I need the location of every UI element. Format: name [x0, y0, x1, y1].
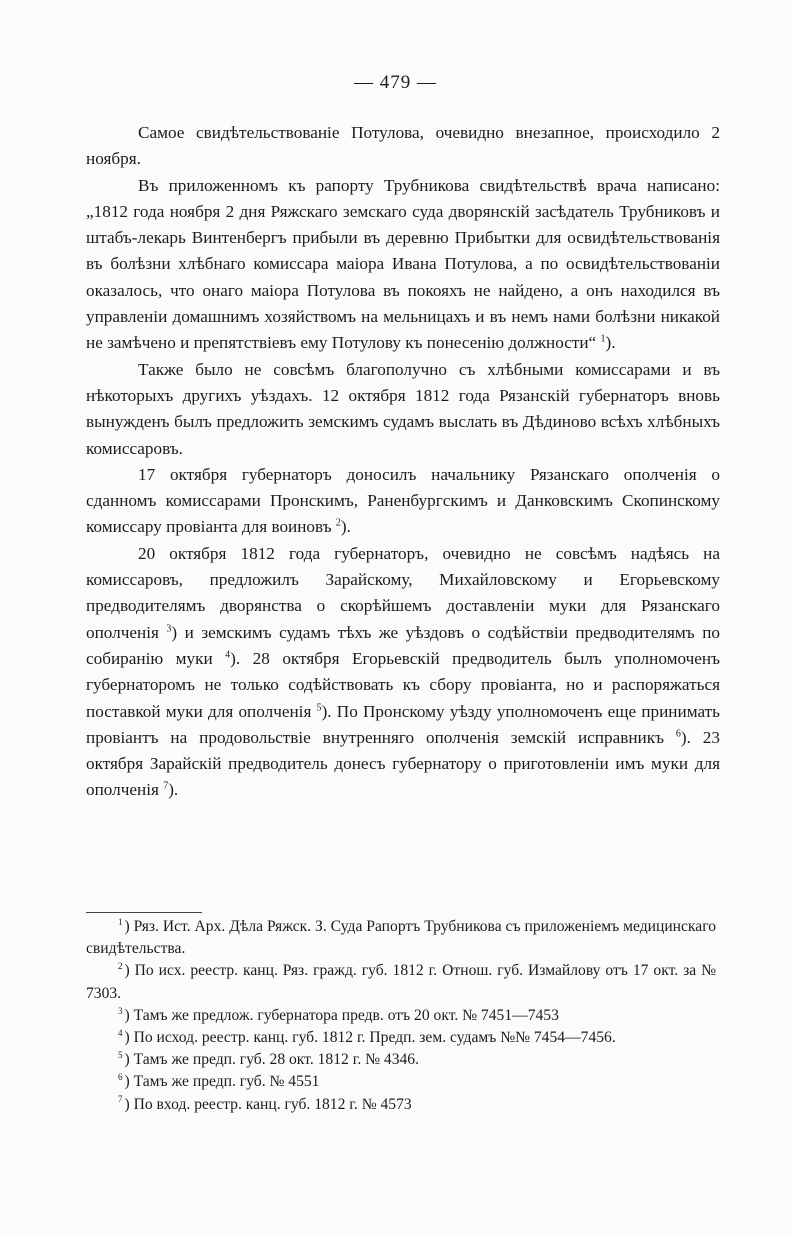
- paragraph-text: 17 октября губернаторъ доносилъ начальнику Рязанскаго ополченія о сданномъ комиссарами Пронскимъ, Раненбургскимъ и Данковскимъ Скопинскому комиссару провіанта для воиновъ: [86, 464, 720, 537]
- page-number: — 479 —: [354, 72, 437, 93]
- paragraph-text: ) и земскимъ судамъ тѣхъ же уѣздовъ о содѣйствіи предводителямъ по собиранію муки: [86, 622, 720, 668]
- paragraph-text: ). 28 октября Егорьевскій предводитель былъ уполномоченъ губернаторомъ не только содѣйствовать къ сбору провіанта, но и распоряжаться поставкой муки для ополченія: [86, 648, 720, 721]
- footnote-ref[interactable]: 6: [675, 728, 681, 740]
- paragraph-text: ).: [605, 333, 616, 353]
- footnote-ref[interactable]: 1: [600, 333, 606, 345]
- footnote: [86, 1005, 716, 1027]
- footnote-ref[interactable]: 7: [163, 780, 169, 792]
- footnote-number: 4: [118, 1027, 123, 1038]
- footnote: [86, 1071, 716, 1093]
- paragraph-text: Самое свидѣтельствованіе Потулова, очевидно внезапное, происходило 2 ноября.: [86, 123, 720, 169]
- footnote-number: 6: [118, 1072, 123, 1083]
- paragraph: [86, 541, 720, 804]
- footnote-number: 1: [118, 916, 123, 927]
- paragraph-text: Также было не совсѣмъ благополучно съ хлѣбными комиссарами и въ нѣкоторыхъ другихъ уѣздахъ. 12 октября 1812 года Рязанскій губернаторъ вновь вынужденъ былъ предложить земскимъ судамъ выслать въ Дѣдиново всѣхъ хлѣбныхъ комиссаровъ.: [86, 359, 720, 458]
- body-text: [86, 120, 720, 804]
- footnote: [86, 1027, 716, 1049]
- footnote: [86, 1049, 716, 1071]
- footnote-text: ) Ряз. Ист. Арх. Дѣла Ряжск. З. Суда Рапортъ Трубникова съ приложеніемъ медицинскаго свидѣтельства.: [86, 918, 716, 958]
- paragraph: [86, 462, 720, 541]
- paragraph: [86, 120, 720, 173]
- paragraph-text: ). По Пронскому уѣзду уполномоченъ еще принимать провіантъ на продовольствіе внутренняго ополченія земскій исправникъ: [86, 701, 720, 747]
- paragraph: [86, 357, 720, 462]
- footnote-text: ) Тамъ же предп. губ. 28 окт. 1812 г. № 4346.: [124, 1051, 419, 1069]
- footnote-text: ) По исход. реестр. канц. губ. 1812 г. Предп. зем. судамъ №№ 7454—7456.: [124, 1029, 616, 1047]
- footnote-ref[interactable]: 2: [335, 517, 341, 529]
- footnote-number: 5: [118, 1050, 123, 1061]
- footnote-ref[interactable]: 4: [225, 649, 231, 661]
- paragraph-text: Въ приложенномъ къ рапорту Трубникова свидѣтельствѣ врача написано: „1812 года ноября 2 дня Ряжскаго земскаго суда дворянскій засѣдатель Трубниковъ и штабъ-лекарь Винтенбергъ прибыли въ деревню Прибытки для освидѣтельствованія въ болѣзни хлѣбнаго комиссара маіора Ивана Потулова, а по освидѣтельствованіи оказалось, что онаго маіора Потулова въ покояхъ не найдено, а онъ находился въ управленіи домашнимъ хозяйствомъ на мельницахъ и въ немъ нами болѣзни никакой не замѣчено и препятствіевъ ему Потулову къ понесенію должности“: [86, 175, 720, 353]
- footnote-text: ) Тамъ же предп. губ. № 4551: [124, 1073, 320, 1091]
- paragraph-text: 20 октября 1812 года губернаторъ, очевидно не совсѣмъ надѣясь на комиссаровъ, предложилъ Зарайскому, Михайловскому и Егорьевскому предводителямъ дворянства о скорѣйшемъ доставленіи муки для Рязанскаго ополченія: [86, 543, 720, 642]
- paragraph-text: ).: [168, 780, 179, 800]
- footnote-text: ) Тамъ же предлож. губернатора предв. отъ 20 окт. № 7451—7453: [124, 1006, 559, 1024]
- footnote: [86, 916, 716, 960]
- footnote-ref[interactable]: 5: [316, 701, 322, 713]
- footnote-number: 3: [118, 1005, 123, 1016]
- footnote: [86, 960, 716, 1004]
- footnote-text: ) По исх. реестр. канц. Ряз. гражд. губ. 1812 г. Отнош. губ. Измайлову отъ 17 окт. за № 7303.: [86, 962, 716, 1002]
- paragraph-text: ).: [340, 517, 351, 537]
- footnote-text: ) По вход. реестр. канц. губ. 1812 г. № 4573: [124, 1095, 412, 1113]
- footnote-ref[interactable]: 3: [166, 622, 172, 634]
- footnote: [86, 1094, 716, 1116]
- footnote-number: 2: [118, 961, 123, 972]
- paragraph: [86, 173, 720, 357]
- footnote-number: 7: [118, 1094, 123, 1105]
- footnote-divider: [86, 912, 202, 913]
- paragraph-text: ). 23 октября Зарайскій предводитель донесъ губернатору о приготовленіи имъ муки для ополченія: [86, 727, 720, 800]
- footnotes: [86, 916, 716, 1116]
